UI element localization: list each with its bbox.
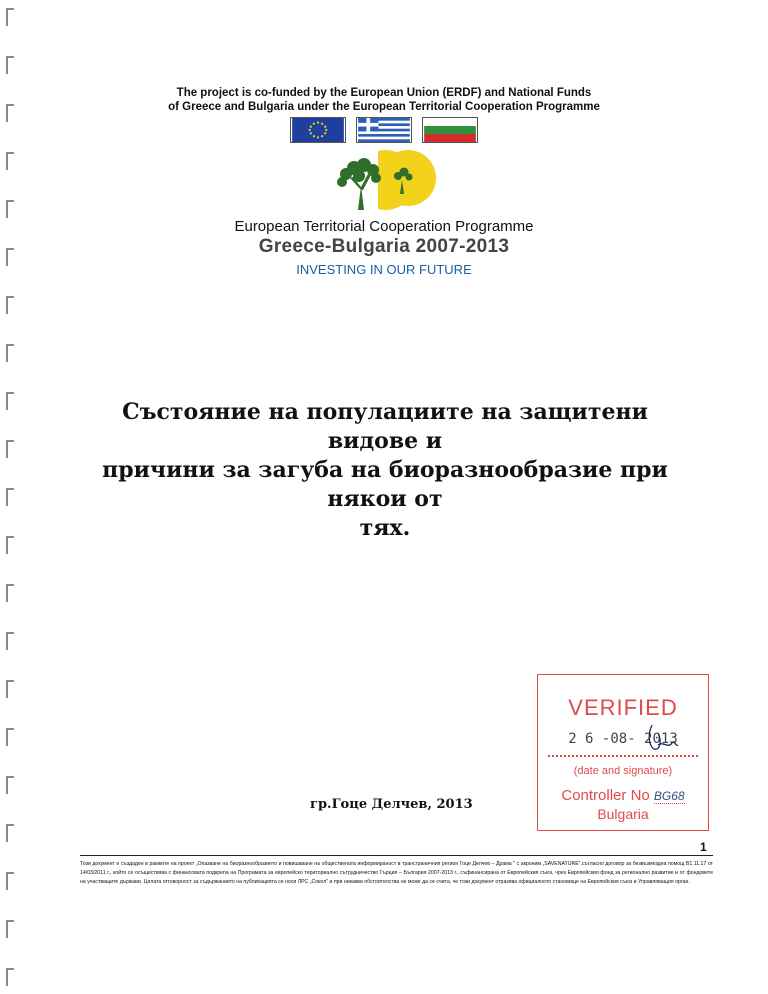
stamp-country: Bulgaria [597,806,649,822]
document-title [95,398,675,543]
eu-flag-icon [290,117,346,143]
funding-line-2: of Greece and Bulgaria under the European Territorial Cooperation Programme [168,101,600,113]
binder-mark [6,56,14,74]
binder-mark [6,152,14,170]
signature-icon [646,723,680,753]
page-number: 1 [700,840,707,854]
binder-mark [6,872,14,890]
binder-mark [6,584,14,602]
funding-line-1: The project is co-funded by the European Union (ERDF) and National Funds [176,87,592,99]
programme-slogan: INVESTING IN OUR FUTURE [296,262,472,277]
binder-mark [6,344,14,362]
binder-mark [6,680,14,698]
stamp-controller [538,787,708,804]
binder-mark [6,920,14,938]
binder-mark [6,536,14,554]
binder-mark [6,200,14,218]
flags-row [0,117,768,143]
title-line-1: Състояние на популациите на защитени видове и [122,399,648,454]
stamp-caption: (date and signature) [573,765,673,777]
binder-mark [6,728,14,746]
programme-name: European Territorial Cooperation Programme [234,218,534,235]
stamp-controller-number: BG68 [653,789,685,803]
binder-mark [6,8,14,26]
bulgaria-flag-icon [422,117,478,143]
binder-mark [6,440,14,458]
funding-statement [0,86,768,114]
programme-region: Greece-Bulgaria 2007-2013 [258,236,510,257]
stamp-verified: VERIFIED [568,695,678,720]
binder-mark [6,824,14,842]
binder-mark [6,632,14,650]
title-line-2: причини за загуба на биоразнообразие при някои от [102,457,668,512]
binder-mark [6,392,14,410]
footnote-divider [80,855,713,856]
stamp-dotted-line [548,755,698,757]
binder-mark [6,488,14,506]
footnote-text: Този документ е създаден в рамките на проект „Опазване на биоразнообразието и повишаване на обществената информираност в трансграничния регион Гоце Делчев – Драма " с акроним „SAVENATURE",съгласно договор за безвъзмездна помощ B1.11.17 от 14/03/2011 г., който се осъществява с финансовата подкрепа на Програмата за европейско териториално сътрудничество Гърция – България 2007-2013 г., съфинансирана от Европейския съюз, чрез Европейския фонд за регионално развитие и от фондовете на участващите държави. Цялата отговорност за съдържанието на публикацията се носи ЛРС „Сокол" и при никакви обстоятелства не може да се счита, че този документ отразява официалното становище на Европейския съюз и Управляващия орган. [80,861,713,885]
stamp-date: 2 6 -08- 2013 [568,731,678,747]
binder-mark [6,968,14,986]
binder-mark [6,776,14,794]
stamp-controller-label: Controller No [561,787,650,804]
greece-flag-icon [356,117,412,143]
binder-mark [6,296,14,314]
title-line-3: тях. [359,515,411,541]
verified-stamp [537,674,709,831]
tree-logo-icon [320,150,450,212]
city-year: гр.Гоце Делчев, 2013 [310,797,473,812]
